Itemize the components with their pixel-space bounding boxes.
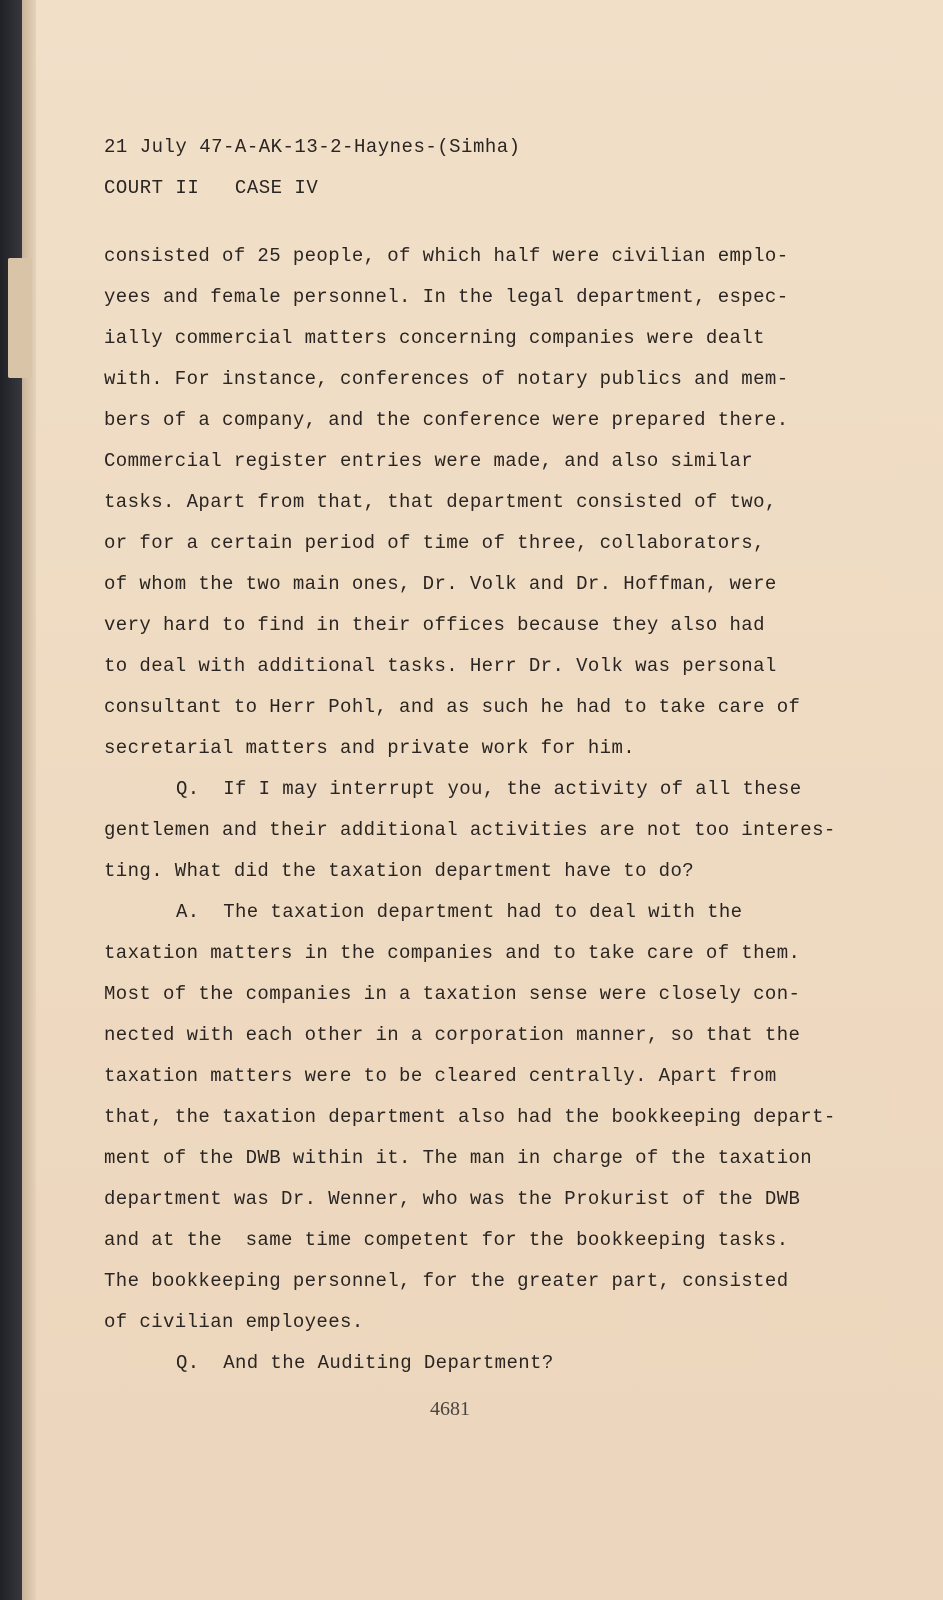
question-line: Q. If I may interrupt you, the activity of all these (176, 778, 802, 800)
transcript-body (104, 236, 874, 1384)
body-line: ially commercial matters concerning companies were dealt (104, 327, 765, 349)
paper-left-edge (22, 0, 36, 1600)
body-line: yees and female personnel. In the legal department, espec- (104, 286, 789, 308)
body-line: Most of the companies in a taxation sense were closely con- (104, 983, 801, 1005)
transcript-header-court: COURT II CASE IV (104, 177, 319, 199)
body-line: consultant to Herr Pohl, and as such he had to take care of (104, 696, 801, 718)
body-line: very hard to find in their offices because they also had (104, 614, 765, 636)
answer-line: A. The taxation department had to deal with the (176, 901, 743, 923)
torn-paper-patch (8, 258, 32, 378)
page-number: 4681 (430, 1398, 470, 1420)
body-line: gentlemen and their additional activities are not too interes- (104, 819, 836, 841)
body-line: bers of a company, and the conference were prepared there. (104, 409, 789, 431)
body-line: that, the taxation department also had the bookkeeping depart- (104, 1106, 836, 1128)
body-line: and at the same time competent for the bookkeeping tasks. (104, 1229, 789, 1251)
body-line: or for a certain period of time of three, collaborators, (104, 532, 765, 554)
body-line: ting. What did the taxation department have to do? (104, 860, 695, 882)
transcript-header-reference: 21 July 47-A-AK-13-2-Haynes-(Simha) (104, 136, 521, 158)
body-line: taxation matters in the companies and to take care of them. (104, 942, 801, 964)
body-line: with. For instance, conferences of notary publics and mem- (104, 368, 789, 390)
body-line: nected with each other in a corporation manner, so that the (104, 1024, 801, 1046)
body-line: consisted of 25 people, of which half were civilian emplo- (104, 245, 789, 267)
body-line: to deal with additional tasks. Herr Dr. Volk was personal (104, 655, 777, 677)
body-line: taxation matters were to be cleared centrally. Apart from (104, 1065, 777, 1087)
body-line: department was Dr. Wenner, who was the Prokurist of the DWB (104, 1188, 801, 1210)
body-line: ment of the DWB within it. The man in charge of the taxation (104, 1147, 813, 1169)
body-line: of whom the two main ones, Dr. Volk and Dr. Hoffman, were (104, 573, 777, 595)
body-line: secretarial matters and private work for him. (104, 737, 636, 759)
question-line: Q. And the Auditing Department? (176, 1352, 554, 1374)
body-line: The bookkeeping personnel, for the greater part, consisted (104, 1270, 789, 1292)
body-line: tasks. Apart from that, that department consisted of two, (104, 491, 777, 513)
body-line: of civilian employees. (104, 1311, 364, 1333)
body-line: Commercial register entries were made, and also similar (104, 450, 754, 472)
